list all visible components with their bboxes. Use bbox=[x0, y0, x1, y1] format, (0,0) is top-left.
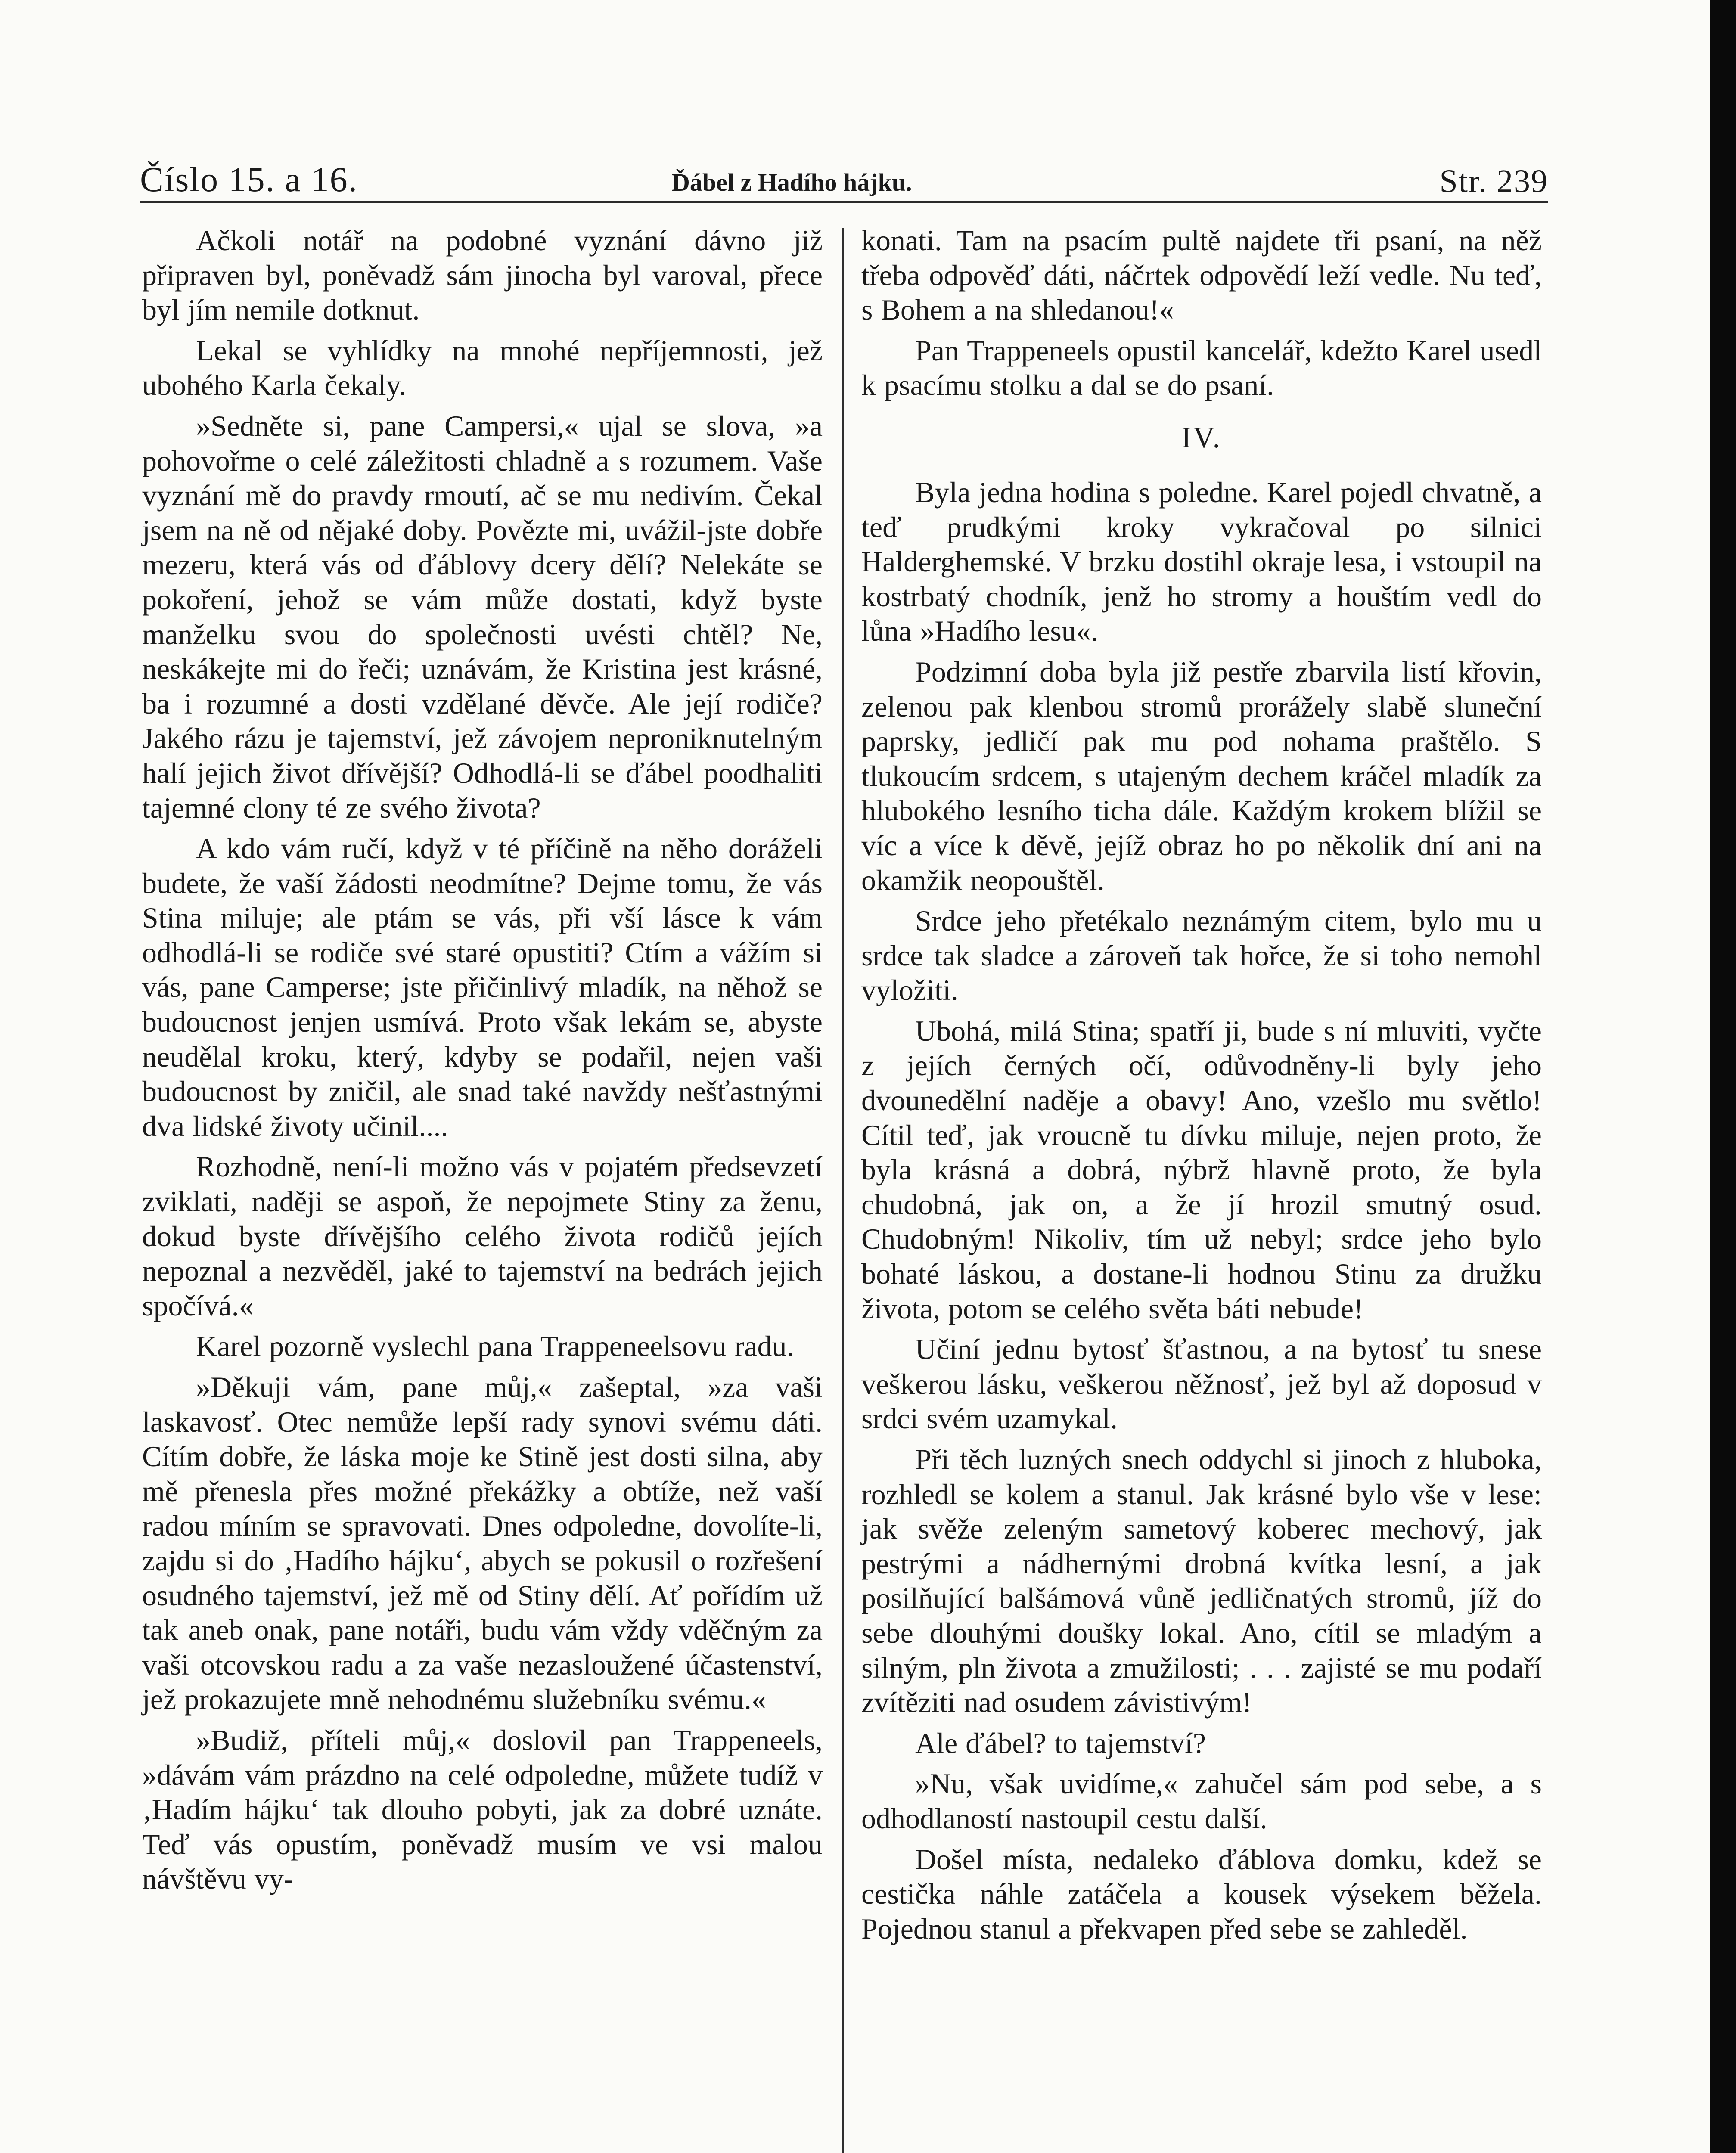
paragraph: »Budiž, příteli můj,« doslovil pan Trappeneels, »dávám vám prázdno na celé odpoledne, můžete tudíž v ‚Hadím hájku‘ tak dlouho pobyti, jak za dobré uznáte. Teď vás opustím, poněvadž musím ve vsi malou návštěvu vy- bbox=[142, 1723, 823, 1896]
paragraph: konati. Tam na psacím pultě najdete tři psaní, na něž třeba odpověď dáti, náčrtek odpovědí leží vedle. Nu teď, s Bohem a na shledanou!« bbox=[861, 224, 1542, 326]
left-column bbox=[142, 223, 823, 1902]
paragraph: Rozhodně, není-li možno vás v pojatém předsevzetí zviklati, naději se aspoň, že nepojmete Stiny za ženu, dokud byste dřívějšího celého života rodičů jejích nepoznal a nezvěděl, jaké to tajemství na bedrách jejich spočívá.« bbox=[142, 1150, 823, 1322]
issue-number: Číslo 15. a 16. bbox=[140, 160, 358, 199]
paragraph: Byla jedna hodina s poledne. Karel pojedl chvatně, a teď prudkými kroky vykračoval po silnici Halderghemské. V brzku dostihl okraje lesa, i vstoupil na kostrbatý chodník, jenž ho stromy a houštím vedl do lůna »Hadího lesu«. bbox=[861, 475, 1542, 648]
column-divider bbox=[842, 228, 844, 2153]
paragraph: A kdo vám ručí, když v té příčině na něho doráželi budete, že vaší žádosti neodmítne? Dejme tomu, že vás Stina miluje; ale ptám se vás, při vší lásce k vám odhodlá-li se rodiče své staré opustiti? Ctím a vážím si vás, pane Camperse; jste přičinlivý mladík, na něhož se budoucnost jenjen usmívá. Proto však lekám se, abyste neudělal kroku, který, kdyby se podařil, nejen vaši budoucnost by zničil, ale snad také navždy nešťastnými dva lidské životy učinil.... bbox=[142, 832, 823, 1142]
running-title: Ďábel z Hadího hájku. bbox=[672, 168, 912, 196]
paragraph: Srdce jeho přetékalo neznámým citem, bylo mu u srdce tak sladce a zároveň tak hořce, že si toho nemohl vyložiti. bbox=[861, 904, 1542, 1007]
paragraph: Lekal se vyhlídky na mnohé nepříjemnosti, jež ubohého Karla čekaly. bbox=[142, 334, 823, 402]
paragraph: »Nu, však uvidíme,« zahučel sám pod sebe, a s odhodlaností nastoupil cestu další. bbox=[861, 1767, 1542, 1835]
chapter-heading: IV. bbox=[1181, 421, 1222, 454]
page-header bbox=[140, 155, 1548, 207]
paragraph: Podzimní doba byla již pestře zbarvila listí křovin, zelenou pak klenbou stromů prorážely slabě sluneční paprsky, jedličí pak mu pod nohama praštělo. S tlukoucím srdcem, s utajeným dechem kráčel mladík za hlubokého lesního ticha dále. Každým krokem blížil se víc a více k děvě, jejíž obraz ho po několik dní ani na okamžik neopouštěl. bbox=[861, 655, 1542, 897]
header-rule bbox=[140, 201, 1548, 203]
paragraph: Ale ďábel? to tajemství? bbox=[915, 1726, 1206, 1759]
scan-border-right bbox=[1710, 0, 1736, 2153]
paragraph: Ačkoli notář na podobné vyznání dávno již připraven byl, poněvadž sám jinocha byl varoval, přece byl jím nemile dotknut. bbox=[142, 224, 823, 326]
paragraph: Učiní jednu bytosť šťastnou, a na bytosť tu snese veškerou lásku, veškerou něžnosť, jež byl až doposud v srdci svém uzamykal. bbox=[861, 1333, 1542, 1435]
right-column bbox=[861, 223, 1542, 1952]
page-number: Str. 239 bbox=[1439, 163, 1548, 199]
paragraph: Karel pozorně vyslechl pana Trappeneelsovu radu. bbox=[196, 1330, 794, 1363]
paragraph: Při těch luzných snech oddychl si jinoch z hluboka, rozhledl se kolem a stanul. Jak krásné bylo vše v lese: jak svěže zeleným sametový koberec mechový, jak pestrými a nádhernými drobná kvítka lesní, a jak posilňující balšámová vůně jedličnatých stromů, jíž do sebe dlouhými doušky lokal. Ano, cítil se mladým a silným, pln života a zmužilosti; . . . zajisté se mu podaří zvítěziti nad osudem závistivým! bbox=[861, 1443, 1542, 1719]
paragraph: Došel místa, nedaleko ďáblova domku, kdež se cestička náhle zatáčela a kousek výsekem běžela. Pojednou stanul a překvapen před sebe se zahleděl. bbox=[861, 1843, 1542, 1945]
paragraph: »Sedněte si, pane Campersi,« ujal se slova, »a pohovořme o celé záležitosti chladně a s rozumem. Vaše vyznání mě do pravdy rmoutí, ač se mu nedivím. Čekal jsem na ně od nějaké doby. Povězte mi, uvážil-jste dobře mezeru, která vás od ďáblovy dcery dělí? Nelekáte se pokoření, jehož se vám může dostati, když byste manželku svou do společnosti uvésti chtěl? Ne, neskákejte mi do řeči; uznávám, že Kristina jest krásné, ba i rozumné a dosti vzdělané děvče. Ale její rodiče? Jakého rázu je tajemství, jež závojem neproniknutelným halí jejich život dřívější? Odhodlá-li se ďábel poodhaliti tajemné clony té ze svého života? bbox=[142, 409, 823, 824]
paragraph: »Děkuji vám, pane můj,« zašeptal, »za vaši laskavosť. Otec nemůže lepší rady synovi svému dáti. Cítím dobře, že láska moje ke Stině jest dosti silna, aby mě přenesla přes možné překážky a obtíže, než vaší radou míním se spravovati. Dnes odpoledne, dovolíte-li, zajdu si do ‚Hadího hájku‘, abych se pokusil o rozřešení osudného tajemství, jež mě od Stiny dělí. Ať pořídím už tak aneb onak, pane notáři, budu vám vždy vděčným za vaši otcovskou radu a za vaše nezasloužené účastenství, jež prokazujete mně nehodnému služebníku svému.« bbox=[142, 1371, 823, 1716]
paragraph: Pan Trappeneels opustil kancelář, kdežto Karel usedl k psacímu stolku a dal se do psaní. bbox=[861, 334, 1542, 402]
paragraph: Ubohá, milá Stina; spatří ji, bude s ní mluviti, vyčte z jejích černých očí, odůvodněny-li byly jeho dvounedělní naděje a obavy! Ano, vzešlo mu světlo! Cítil teď, jak vroucně tu dívku miluje, nejen proto, že byla krásná a dobrá, nýbrž hlavně proto, že byla chudobná, jak on, a že jí hrozil smutný osud. Chudobným! Nikoliv, tím už nebyl; srdce jeho bylo bohaté láskou, a dostane-li hodnou Stinu za družku života, potom se celého světa báti nebude! bbox=[861, 1014, 1542, 1325]
